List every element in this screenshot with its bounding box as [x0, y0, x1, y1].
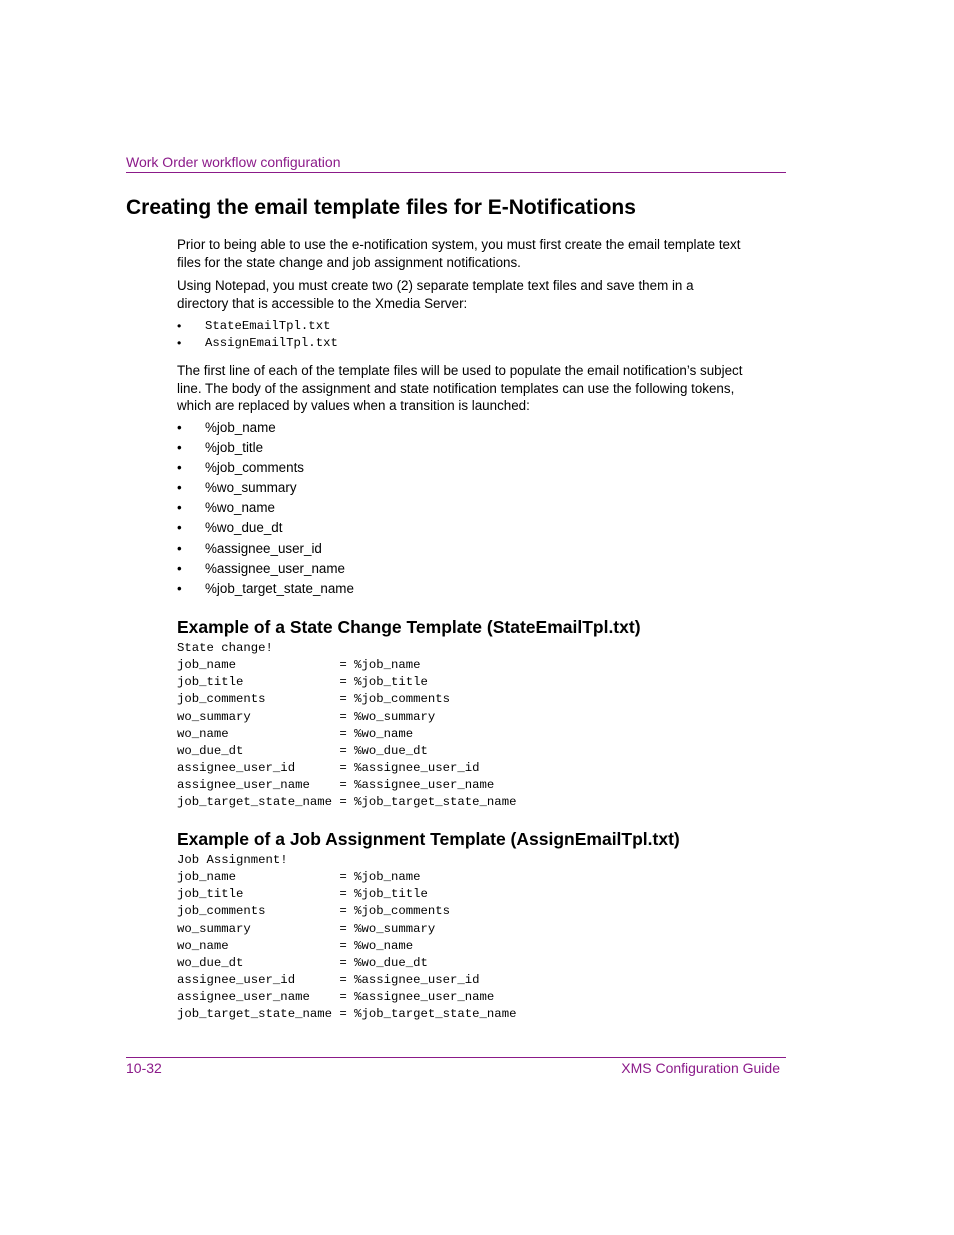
list-item [177, 579, 747, 599]
template-file-list [177, 318, 747, 352]
list-item [177, 478, 747, 498]
list-item [177, 539, 747, 559]
bullet-icon: • [177, 459, 182, 475]
token: %wo_name [205, 500, 275, 516]
token-list [177, 418, 747, 600]
bullet-icon: • [177, 540, 182, 556]
bullet-icon: • [177, 419, 182, 435]
list-item [177, 458, 747, 478]
token: %job_title [205, 439, 264, 455]
state-example-heading: Example of a State Change Template (StateEmailTpl.txt) [177, 617, 641, 638]
footer-rule [126, 1057, 786, 1058]
file-name: AssignEmailTpl.txt [205, 336, 338, 350]
token: %job_target_state_name [205, 581, 354, 596]
assign-template-code: Job Assignment! job_name = %job_name job_title = %job_title job_comments = %job_comments wo_summary = %wo_summary wo_name = %wo_name wo_due_dt = %wo_due_dt assignee_user_id = %assignee_user_id assignee_user_name = %assignee_user_name job_target_state_name = %job_target_state_name [177, 853, 517, 1021]
running-header: Work Order workflow configuration [126, 154, 341, 170]
bullet-icon: • [177, 336, 182, 350]
bullet-icon: • [177, 439, 182, 455]
list-item [177, 318, 747, 335]
header-rule [126, 172, 786, 173]
bullet-icon: • [177, 581, 182, 596]
token: %wo_summary [205, 480, 297, 496]
bullet-icon: • [177, 480, 182, 496]
token: %assignee_user_id [205, 540, 322, 556]
page-title: Creating the email template files for E-Notifications [126, 196, 636, 219]
book-title: XMS Configuration Guide [621, 1060, 780, 1076]
main-content [177, 236, 747, 1023]
bullet-icon: • [177, 520, 182, 536]
list-item [177, 559, 747, 579]
bullet-icon: • [177, 319, 182, 333]
token: %job_comments [205, 459, 304, 475]
list-item [177, 418, 747, 438]
bullet-icon: • [177, 500, 182, 516]
token: %wo_due_dt [205, 520, 283, 536]
intro-paragraph-3: The first line of each of the template files will be used to populate the email notification’s subject line. The body of the assignment and state notification templates can use the following tokens, which are replaced by values when a transition is launched: [177, 363, 743, 413]
assign-example-heading: Example of a Job Assignment Template (AssignEmailTpl.txt) [177, 829, 680, 850]
list-item [177, 438, 747, 458]
page-number: 10-32 [126, 1060, 162, 1076]
intro-paragraph-1: Prior to being able to use the e-notification system, you must first create the email template text files for the state change and job assignment notifications. [177, 237, 741, 270]
bullet-icon: • [177, 560, 182, 576]
list-item [177, 518, 747, 538]
state-template-code: State change! job_name = %job_name job_title = %job_title job_comments = %job_comments wo_summary = %wo_summary wo_name = %wo_name wo_due_dt = %wo_due_dt assignee_user_id = %assignee_user_id assignee_user_name = %assignee_user_name job_target_state_name = %job_target_state_name [177, 641, 517, 810]
list-item [177, 498, 747, 518]
intro-paragraph-2: Using Notepad, you must create two (2) separate template text files and save them in a directory that is accessible to the Xmedia Server: [177, 278, 694, 311]
list-item [177, 335, 747, 352]
file-name: StateEmailTpl.txt [205, 319, 331, 333]
token: %job_name [205, 419, 276, 435]
token: %assignee_user_name [205, 560, 345, 576]
